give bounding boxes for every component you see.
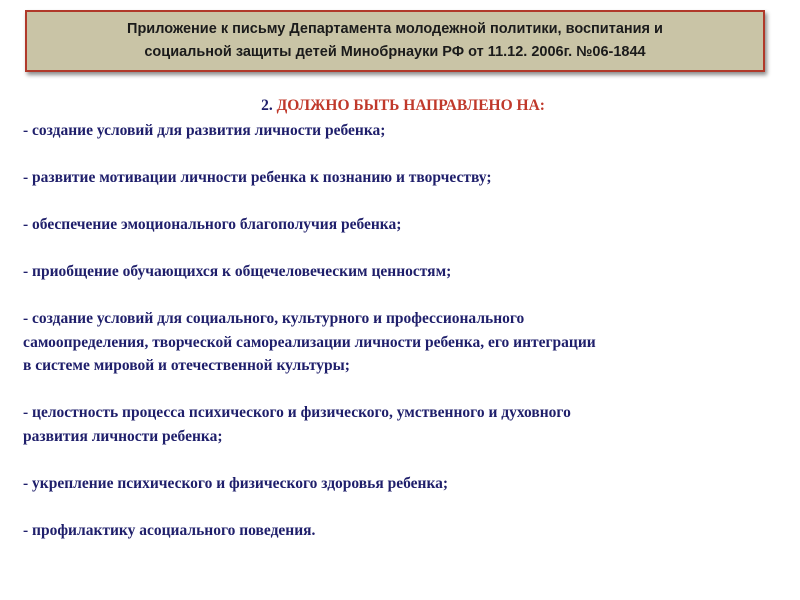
list-item-line: - целостность процесса психического и физического, умственного и духовного (23, 404, 571, 421)
list-item (23, 119, 783, 143)
list-item-line: - создание условий для развития личности ребенка; (23, 122, 386, 139)
list-item-line: - обеспечение эмоционального благополучия ребенка; (23, 216, 402, 233)
list-item (23, 166, 783, 190)
list-item (23, 401, 783, 448)
list-item-line: - укрепление психического и физического здоровья ребенка; (23, 474, 449, 492)
list-item-line: - создание условий для социального, культурного и профессионального (23, 310, 525, 327)
list-item (23, 307, 783, 378)
header-line-1: Приложение к письму Департамента молодежной политики, воспитания и (127, 21, 663, 37)
list-item (23, 472, 783, 496)
header-box (25, 10, 765, 72)
section-number: 2. (261, 97, 273, 114)
list-item (23, 260, 783, 284)
list-item (23, 213, 783, 237)
list-item-line: в системе мировой и отечественной культуры; (23, 357, 350, 374)
list-item-line: - профилактику асоциального поведения. (23, 521, 316, 539)
list-item (23, 519, 783, 543)
list-item-line: развития личности ребенка; (23, 427, 223, 445)
list-item-line: - развитие мотивации личности ребенка к познанию и творчеству; (23, 169, 492, 186)
section-heading: ДОЛЖНО БЫТЬ НАПРАВЛЕНО НА: (272, 97, 545, 114)
list-item-line: самоопределения, творческой самореализации личности ребенка, его интеграции (23, 333, 596, 351)
header-line-2: социальной защиты детей Минобрнауки РФ от 11.12. 2006г. №06-1844 (144, 44, 646, 60)
list-item-line: - приобщение обучающихся к общечеловеческим ценностям; (23, 263, 452, 280)
content (23, 96, 783, 566)
section-title (23, 96, 783, 116)
